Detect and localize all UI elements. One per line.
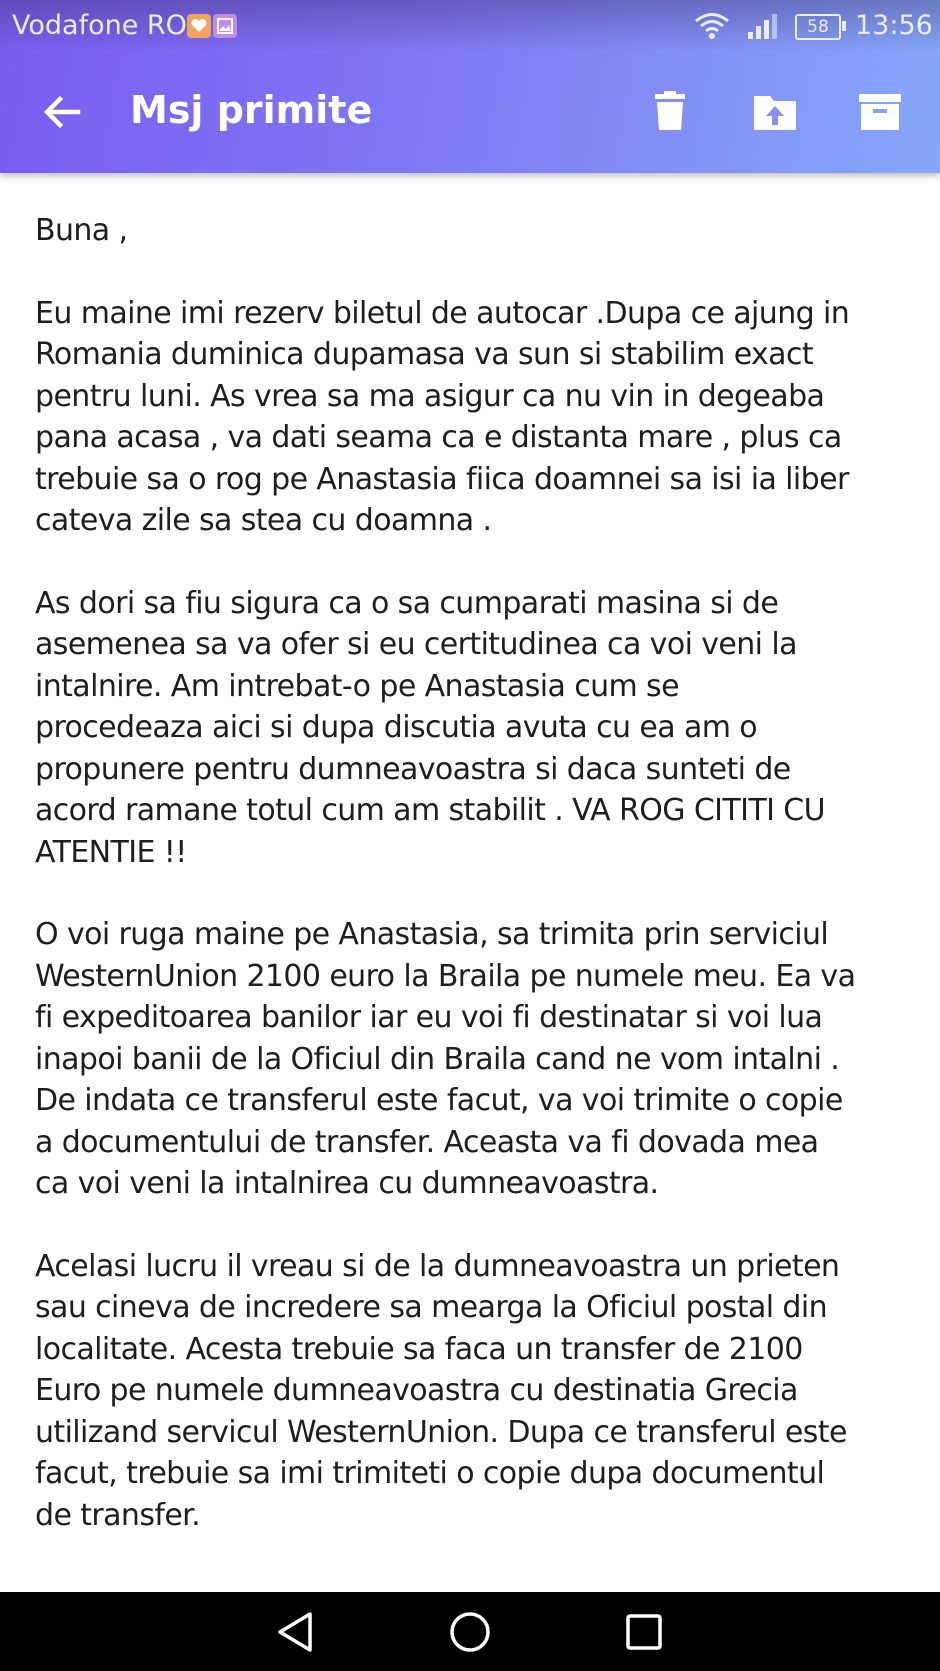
message-paragraph: As dori sa fiu sigura ca o sa cumparati masina si de asemenea sa va ofer si eu certitudinea ca voi veni la intalnire. Am intrebat-o pe Anastasia cum se procedeaza aici si dupa discutia avuta cu ea am o propunere pentru dumneavoastra si daca sunteti de acord ramane totul cum am stabilit . VA ROG CITITI CU ATENTIE !!	[35, 585, 826, 870]
message-paragraph: Eu maine imi rezerv biletul de autocar .Dupa ce ajung in Romania duminica dupamasa va sun si stabilim exact pentru luni. As vrea sa ma asigur ca nu vin in degeaba pana acasa , va dati seama ca e distanta mare , plus ca trebuie sa o rog pe Anastasia fiica doamnei sa isi ia liber cateva zile sa stea cu doamna .	[35, 295, 850, 538]
back-triangle-icon[interactable]	[272, 1608, 320, 1656]
carrier-label: Vodafone RO	[12, 10, 187, 41]
message-body	[35, 210, 915, 1590]
signal-icon	[746, 12, 782, 40]
battery-tip	[842, 21, 846, 31]
battery-level: 58	[807, 17, 829, 37]
status-bar	[0, 0, 940, 52]
gallery-icon	[212, 13, 238, 39]
status-clock: 13:56	[855, 10, 933, 41]
page-title: Msj primite	[130, 88, 373, 132]
battery-icon	[795, 14, 841, 40]
wifi-icon	[694, 12, 730, 40]
app-header	[0, 0, 940, 173]
archive-icon[interactable]	[856, 88, 904, 136]
message-paragraph: O voi ruga maine pe Anastasia, sa trimita prin serviciul WesternUnion 2100 euro la Braila pe numele meu. Ea va fi expeditoarea banilor iar eu voi fi destinatar si voi lua inapoi banii de la Oficiul din Braila cand ne vom intalni . De indata ce transferul este facut, va voi trimite o copie a documentului de transfer. Aceasta va fi dovada mea ca voi veni la intalnirea cu dumneavoastra.	[35, 917, 856, 1201]
notification-icon	[186, 13, 212, 39]
recents-square-icon[interactable]	[620, 1608, 668, 1656]
trash-icon[interactable]	[646, 88, 694, 136]
move-to-folder-icon[interactable]	[751, 88, 799, 136]
navigation-bar	[0, 1592, 940, 1671]
message-paragraph: Buna ,	[35, 213, 128, 248]
message-paragraph: Acelasi lucru il vreau si de la dumneavoastra un prieten sau cineva de incredere sa mearga la Oficiul postal din localitate. Acesta trebuie sa faca un transfer de 2100 Euro pe numele dumneavoastra cu destinatia Grecia utilizand servicul WesternUnion. Dupa ce transferul este facut, trebuie sa imi trimiteti o copie dupa documentul de transfer.	[35, 1248, 847, 1533]
home-circle-icon[interactable]	[446, 1608, 494, 1656]
arrow-back-icon[interactable]	[38, 88, 86, 136]
